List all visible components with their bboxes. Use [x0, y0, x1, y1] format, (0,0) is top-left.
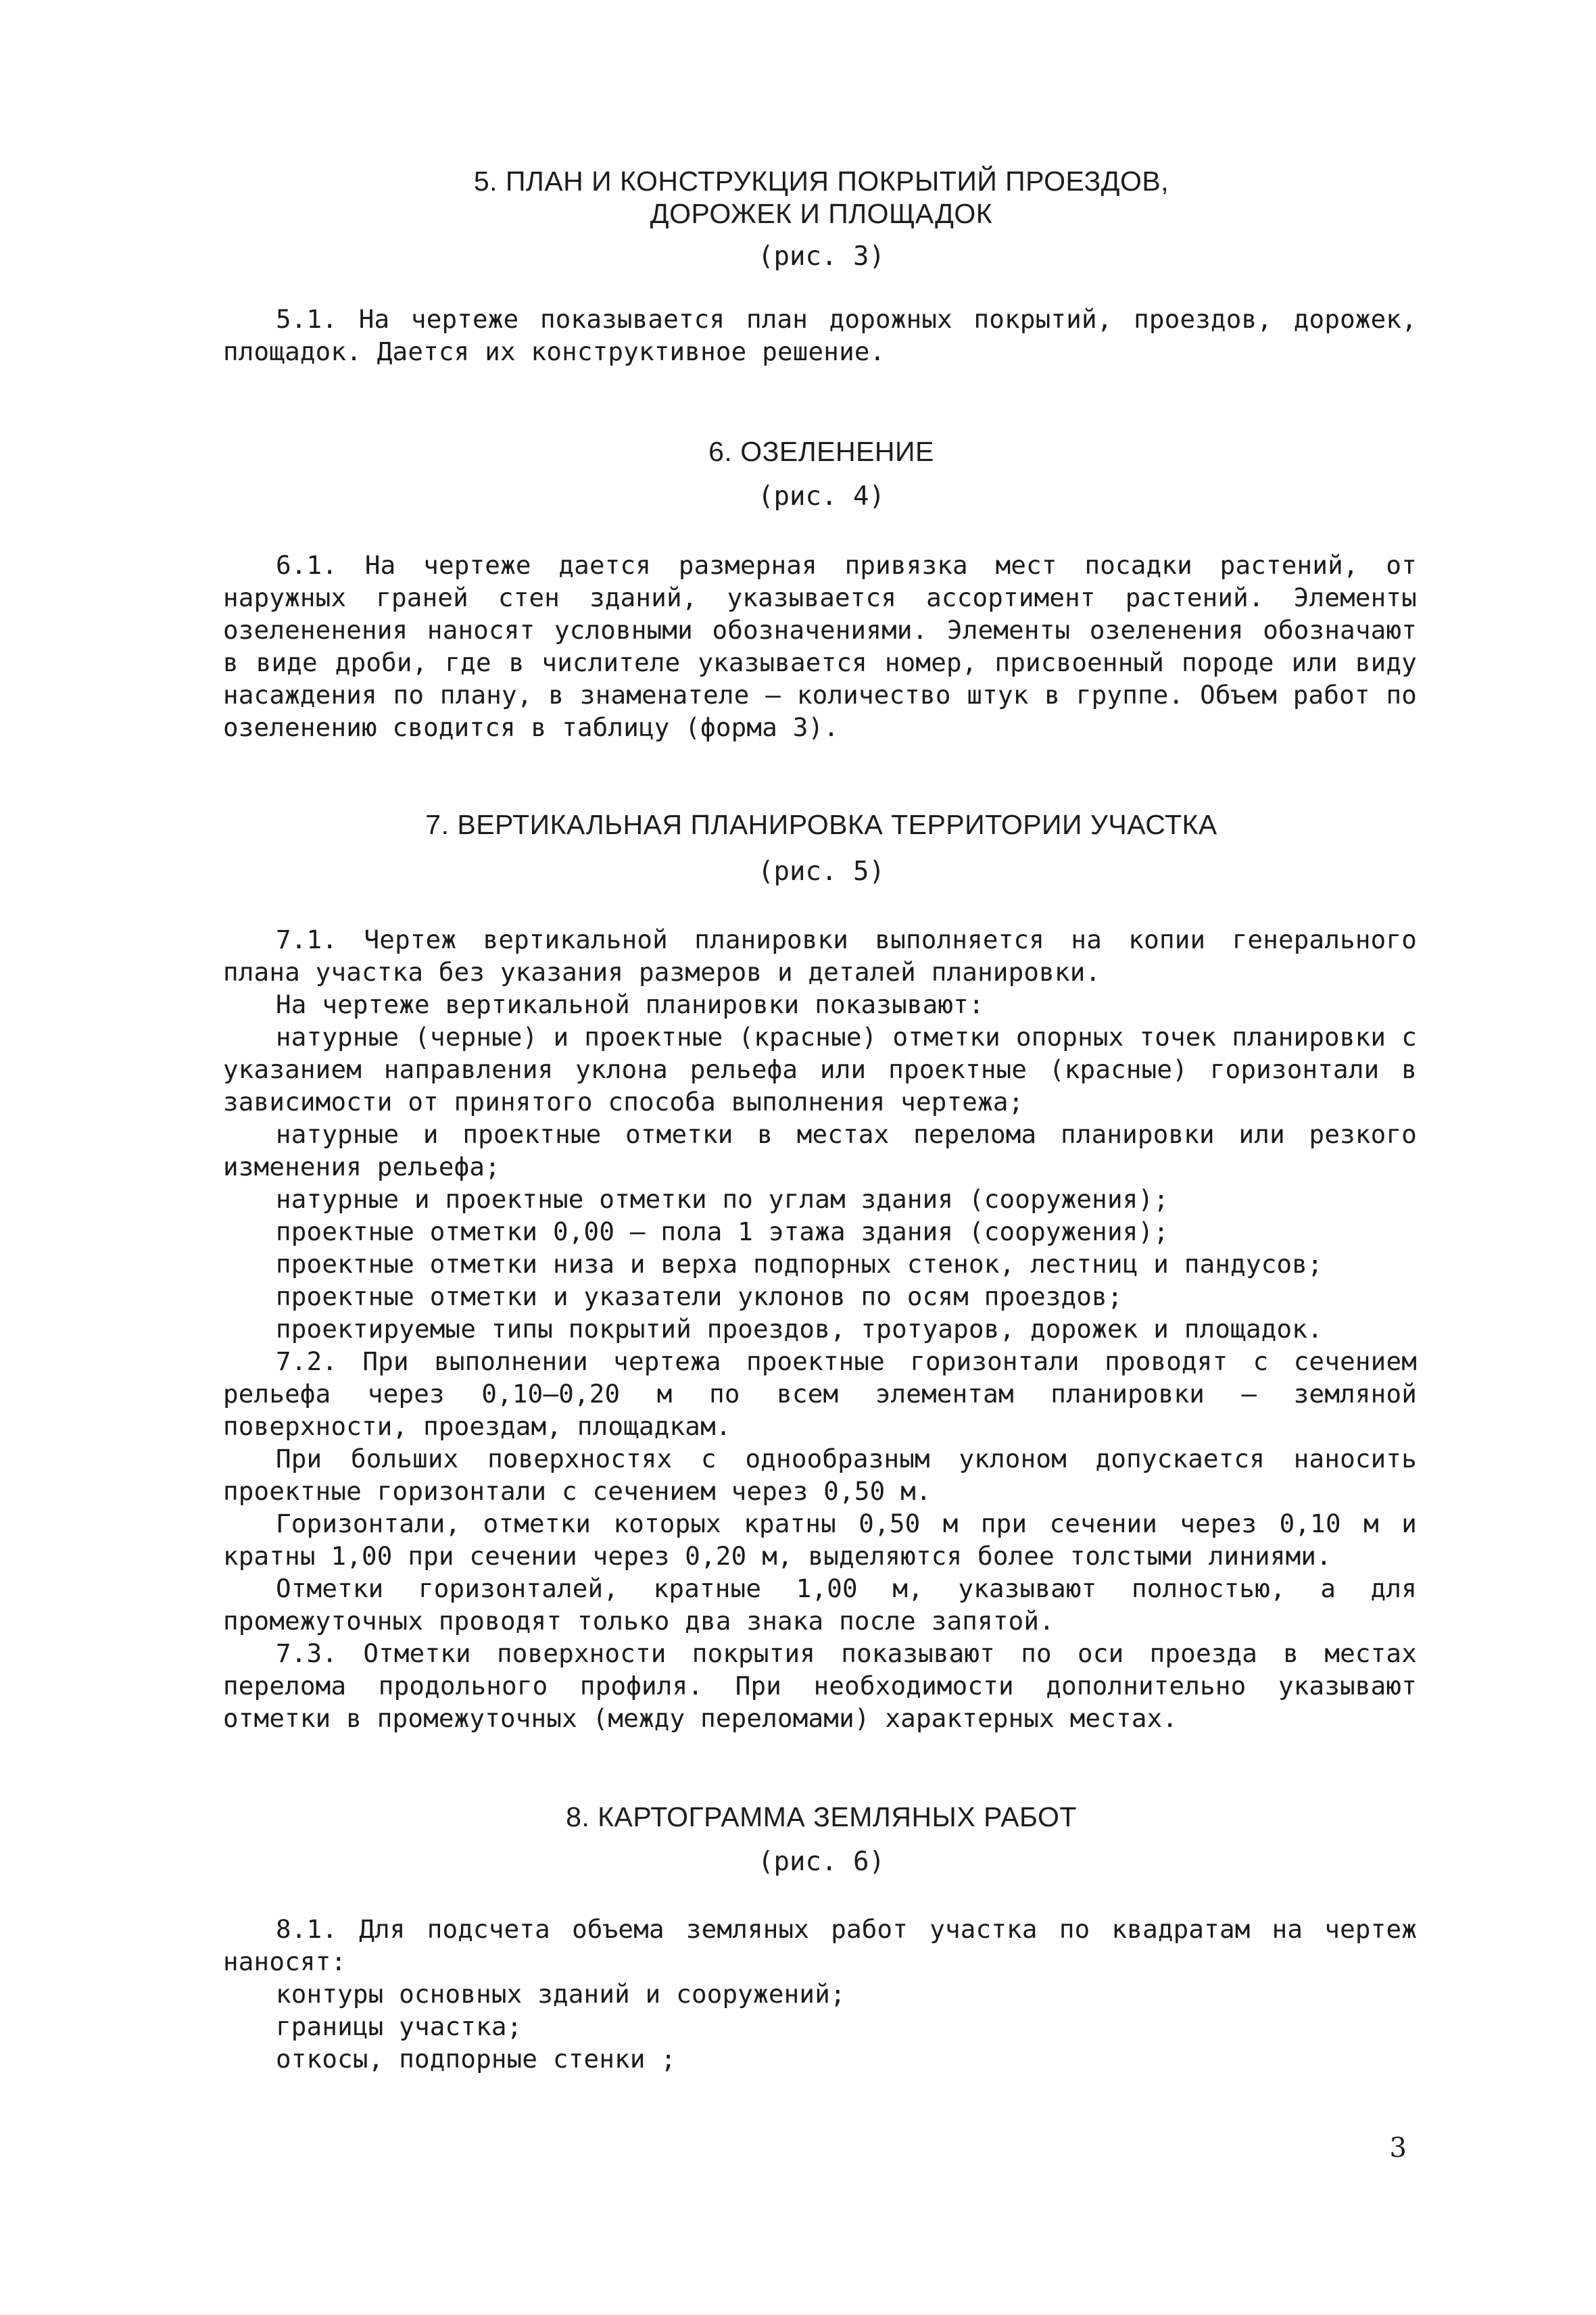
section-6-figure-ref: (рис. 4) [758, 481, 885, 512]
section-7-title: 7. ВЕРТИКАЛЬНАЯ ПЛАНИРОВКА ТЕРРИТОРИИ УЧАСТКА [425, 809, 1217, 840]
section-5-title-line-2: ДОРОЖЕК И ПЛОЩАДОК [650, 198, 993, 229]
section-7-paragraph-7-2: 7.2. При выполнении чертежа проектные горизонтали проводят с сечением рельефа через 0,10–0,20 м по всем элементам планировки – земляной поверхности, проездам, площадкам. [223, 1346, 1417, 1441]
section-8-list-item-3: откосы, подпорные стенки ; [276, 2044, 677, 2074]
section-7-list-item-4: проектные отметки 0,00 – пола 1 этажа здания (сооружения); [276, 1217, 1169, 1246]
section-5-paragraph-1: 5.1. На чертеже показывается план дорожных покрытий, проездов, дорожек, площадок. Дается их конструктивное решение. [223, 304, 1417, 366]
section-8-figure-ref: (рис. 6) [758, 1847, 885, 1877]
section-7-list-item-7: проектируемые типы покрытий проездов, тротуаров, дорожек и площадок. [276, 1314, 1323, 1344]
section-7-paragraph-1: 7.1. Чертеж вертикальной планировки выполняется на копии генерального плана участка без указания размеров и деталей планировки. [223, 925, 1417, 987]
section-5-title-line-1: 5. ПЛАН И КОНСТРУКЦИЯ ПОКРЫТИЙ ПРОЕЗДОВ, [473, 166, 1169, 197]
section-6-paragraph-1: 6.1. На чертеже дается размерная привязка мест посадки растений, от наружных граней стен зданий, указывается ассортимент растений. Элементы озелененения наносят условными обозначениями. Элементы озеленения обозначают в виде дроби, где в числителе указывается номер, присвоенный породе или виду насаждения по плану, в знаменателе – количество штук в группе. Объем работ по озеленению сводится в таблицу (форма 3). [223, 550, 1417, 742]
section-8-list-item-1: контуры основных зданий и сооружений; [276, 1979, 846, 2009]
section-7-paragraph-2: На чертеже вертикальной планировки показывают: [276, 990, 984, 1019]
section-8-list-item-2: границы участка; [276, 2012, 523, 2041]
section-7-paragraph-contours: Горизонтали, отметки которых кратны 0,50 м при сечении через 0,10 м и кратны 1,00 при сечении через 0,20 м, выделяются более толстыми линиями. [223, 1509, 1417, 1571]
page-number: 3 [1389, 2133, 1407, 2164]
section-7-list-item-5: проектные отметки низа и верха подпорных стенок, лестниц и пандусов; [276, 1249, 1323, 1279]
section-7-paragraph-7-3: 7.3. Отметки поверхности покрытия показывают по оси проезда в местах перелома продольного профиля. При необходимости дополнительно указывают отметки в промежуточных (между переломами) характерных местах. [223, 1638, 1417, 1733]
section-7-paragraph-marks: Отметки горизонталей, кратные 1,00 м, указывают полностью, а для промежуточных проводят только два знака после запятой. [223, 1574, 1417, 1636]
section-7-list-item-1: натурные (черные) и проектные (красные) отметки опорных точек планировки с указанием направления уклона рельефа или проектные (красные) горизонтали в зависимости от принятого способа выполнения чертежа; [223, 1022, 1417, 1117]
section-7-list-item-2: натурные и проектные отметки в местах перелома планировки или резкого изменения рельефа; [223, 1119, 1417, 1181]
section-6-title: 6. ОЗЕЛЕНЕНИЕ [708, 436, 934, 467]
section-5-figure-ref: (рис. 3) [758, 241, 885, 272]
section-8-title: 8. КАРТОГРАММА ЗЕМЛЯНЫХ РАБОТ [566, 1801, 1077, 1832]
section-7-figure-ref: (рис. 5) [758, 856, 885, 887]
section-7-paragraph-surfaces: При больших поверхностях с однообразным уклоном допускается наносить проектные горизонтали с сечением через 0,50 м. [223, 1444, 1417, 1506]
section-8-paragraph-1: 8.1. Для подсчета объема земляных работ участка по квадратам на чертеж наносят: [223, 1914, 1417, 1976]
section-7-list-item-6: проектные отметки и указатели уклонов по осям проездов; [276, 1282, 1123, 1311]
section-7-list-item-3: натурные и проектные отметки по углам здания (сооружения); [276, 1184, 1169, 1214]
